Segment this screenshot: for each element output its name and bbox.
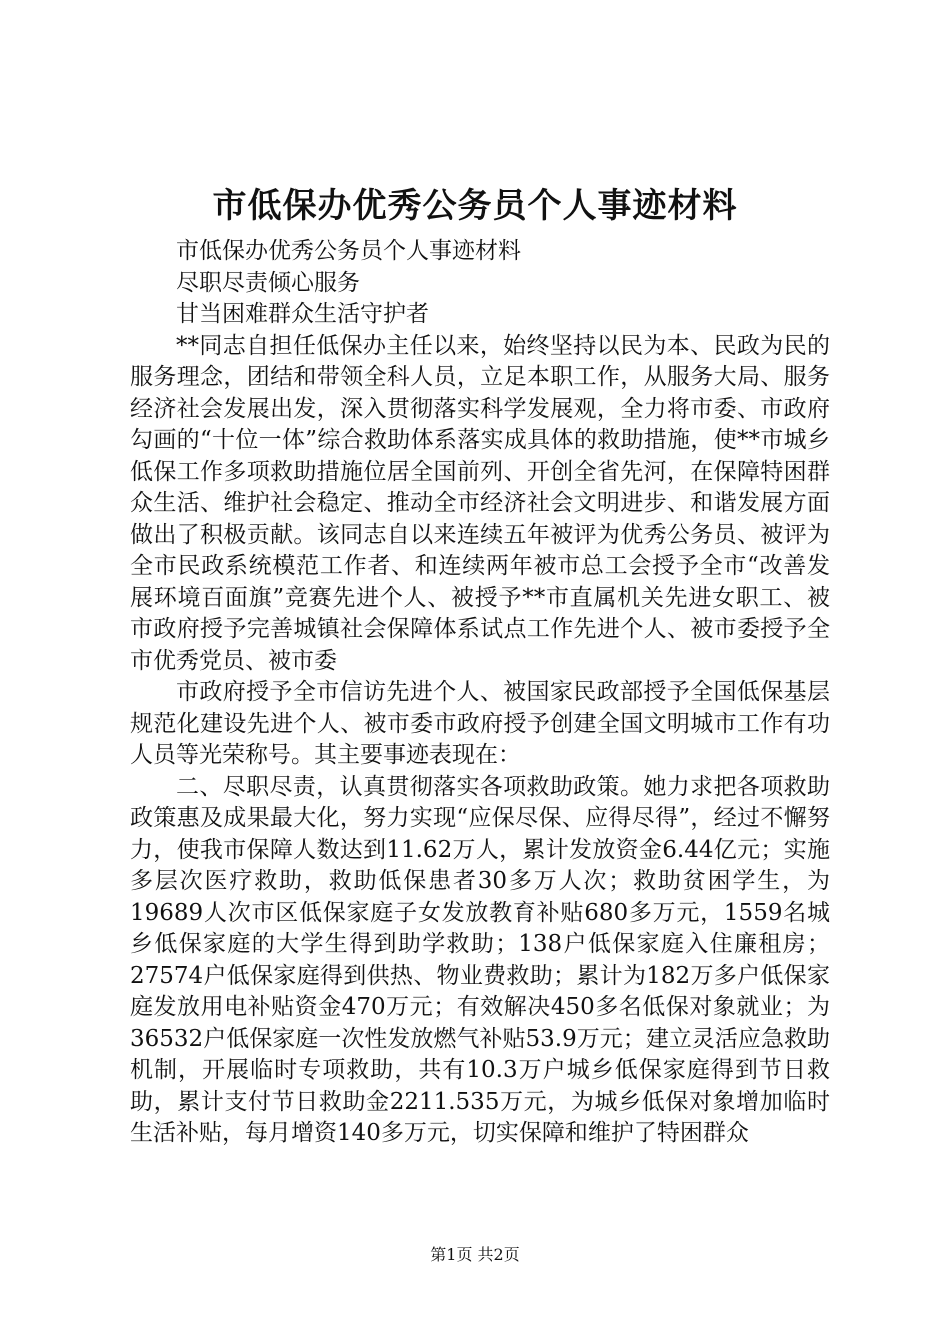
paragraph-intro: **同志自担任低保办主任以来，始终坚持以民为本、民政为民的服务理念，团结和带领全科人员，立足本职工作，从服务大局、服务经济社会发展出发，深入贯彻落实科学发展观，全力将市委、市政府勾画的“十位一体”综合救助体系落实成具体的救助措施，使**市城乡低保工作多项救助措施位居全国前列、开创全省先河，在保障特困群众生活、维护社会稳定、推动全市经济社会文明进步、和谐发展方面做出了积极贡献。该同志自以来连续五年被评为优秀公务员、被评为全市民政系统模范工作者、和连续两年被市总工会授予全市“改善发展环境百面旗”竞赛先进个人、被授予**市直属机关先进女职工、被市政府授予完善城镇社会保障体系试点工作先进个人、被市委授予全市优秀党员、被市委 [130,332,830,674]
document-title: 市低保办优秀公务员个人事迹材料 [212,186,738,226]
paragraph-honors: 市政府授予全市信访先进个人、被国家民政部授予全国低保基层规范化建设先进个人、被市委市政府授予创建全国文明城市工作有功人员等光荣称号。其主要事迹表现在： [130,679,830,768]
document-body [130,236,830,1150]
paragraph-heading: 市低保办优秀公务员个人事迹材料 [176,238,521,264]
paragraph-subtitle-1: 尽职尽责倾心服务 [176,269,360,296]
paragraph-section-two: 二、尽职尽责，认真贯彻落实各项救助政策。她力求把各项救助政策惠及成果最大化，努力实现“应保尽保、应得尽得”，经过不懈努力，使我市保障人数达到11.62万人，累计发放资金6.44亿元；实施多层次医疗救助，救助低保患者30多万人次；救助贫困学生，为19689人次市区低保家庭子女发放教育补贴680多万元，1559名城乡低保家庭的大学生得到助学救助；138户低保家庭入住廉租房；27574户低保家庭得到供热、物业费救助；累计为182万多户低保家庭发放用电补贴资金470万元；有效解决450多名低保对象就业；为36532户低保家庭一次性发放燃气补贴53.9万元；建立灵活应急救助机制，开展临时专项救助，共有10.3万户城乡低保家庭得到节日救助，累计支付节日救助金2211.535万元，为城乡低保对象增加临时生活补贴，每月增资140多万元，切实保障和维护了特困群众 [130,773,830,1146]
paragraph-subtitle-2: 甘当困难群众生活守护者 [176,301,429,327]
page-footer: 第1页 共2页 [430,1245,520,1264]
